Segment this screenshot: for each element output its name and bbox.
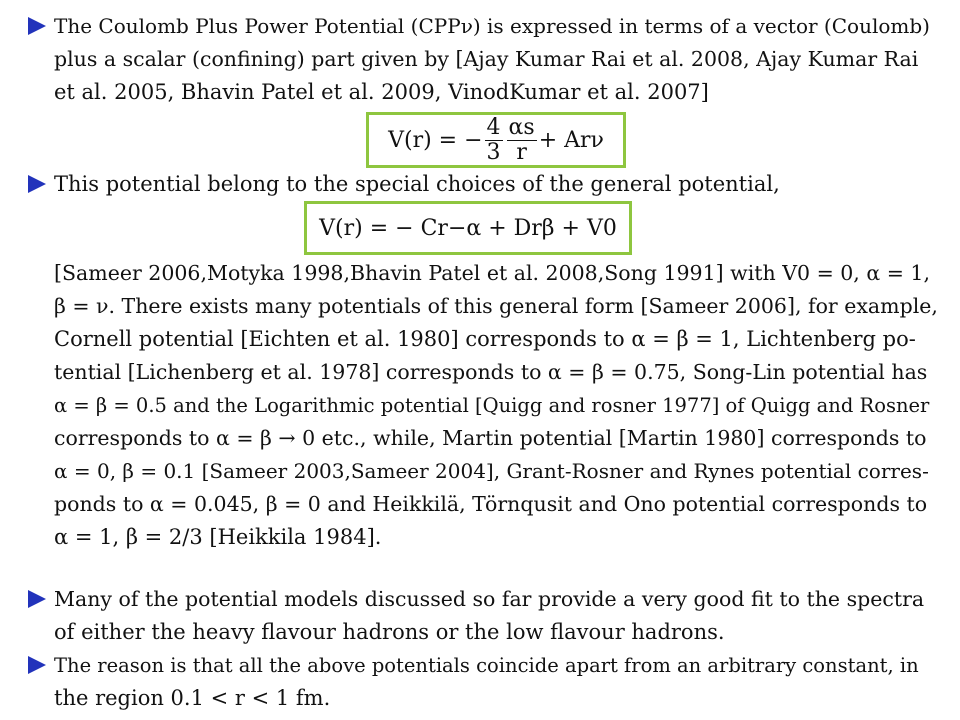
text-line: Cornell potential [Eichten et al. 1980] corresponds to α = β = 1, Lichtenberg po- (54, 327, 916, 351)
text-line: of either the heavy flavour hadrons or the low flavour hadrons. (54, 620, 725, 644)
fraction-four-thirds (485, 116, 503, 165)
bullet-4-text (54, 649, 938, 715)
text-line: ponds to α = 0.045, β = 0 and Heikkilä, Törnqusit and Ono potential corresponds to (54, 492, 928, 516)
bullet-1-text (54, 10, 938, 109)
equation-box-coulomb-power (366, 112, 626, 168)
bullet-triangle-icon (28, 175, 46, 193)
frac-den: r (516, 139, 527, 165)
text-line: This potential belong to the special choices of the general potential, (54, 172, 780, 196)
frac-num: 4 (486, 114, 501, 140)
equation-box-general-potential (304, 201, 632, 255)
text-line: The reason is that all the above potentials coincide apart from an arbitrary constant, in (54, 654, 919, 677)
text-line: α = 0, β = 0.1 [Sameer 2003,Sameer 2004], Grant-Rosner and Rynes potential corres- (54, 459, 929, 483)
text-line: plus a scalar (confining) part given by [Ajay Kumar Rai et al. 2008, Ajay Kumar Rai (54, 47, 919, 71)
bullet-triangle-icon (28, 590, 46, 608)
text-line: Many of the potential models discussed so far provide a very good fit to the spectra (54, 587, 925, 611)
text-line: tential [Lichenberg et al. 1978] corresponds to α = β = 0.75, Song-Lin potential has (54, 360, 928, 384)
equation-rhs: + Arν (538, 127, 604, 153)
text-line: [Sameer 2006,Motyka 1998,Bhavin Patel et al. 2008,Song 1991] with V0 = 0, α = 1, (54, 261, 930, 285)
text-line: The Coulomb Plus Power Potential (CPPν) is expressed in terms of a vector (Coulomb) (54, 14, 930, 38)
bullet-triangle-icon (28, 656, 46, 674)
bullet-triangle-icon (28, 17, 46, 35)
potentials-paragraph (54, 257, 938, 554)
equation-lhs: V(r) = − (388, 127, 483, 153)
text-line: β = ν. There exists many potentials of this general form [Sameer 2006], for example, (54, 294, 938, 318)
bullet-3-text (54, 583, 938, 649)
bullet-2-text (54, 168, 938, 201)
frac-den: 3 (486, 139, 501, 165)
text-line: the region 0.1 < r < 1 fm. (54, 686, 331, 710)
fraction-alpha-over-r (507, 116, 537, 165)
text-line: corresponds to α = β → 0 etc., while, Martin potential [Martin 1980] corresponds to (54, 426, 927, 450)
frac-num: αs (508, 114, 535, 140)
text-line: et al. 2005, Bhavin Patel et al. 2009, VinodKumar et al. 2007] (54, 80, 709, 104)
text-line: α = β = 0.5 and the Logarithmic potential [Quigg and rosner 1977] of Quigg and Rosner (54, 394, 930, 417)
text-line: α = 1, β = 2/3 [Heikkila 1984]. (54, 525, 382, 549)
equation-general: V(r) = − Cr−α + Drβ + V0 (319, 215, 617, 241)
